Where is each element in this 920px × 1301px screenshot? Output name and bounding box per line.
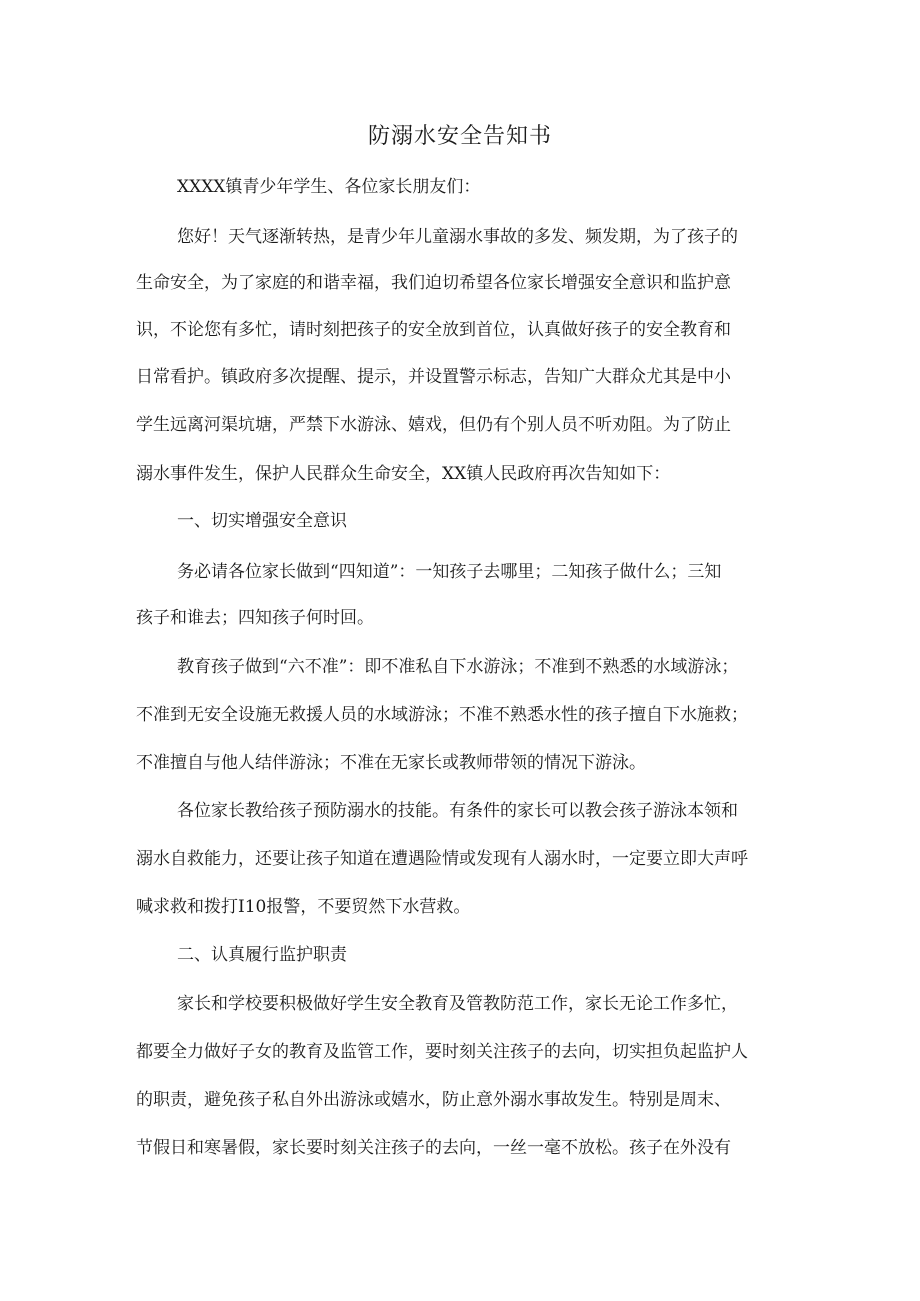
paragraph-line: 都要全力做好子女的教育及监管工作，要时刻关注孩子的去向，切实担负起监护人 <box>136 1042 748 1062</box>
paragraph-line: 各位家长教给孩子预防溺水的技能。有条件的家长可以教会孩子游泳本领和 <box>177 801 738 821</box>
paragraph-line: 务必请各位家长做到“四知道”：一知孩子去哪里；二知孩子做什么；三知 <box>177 562 722 582</box>
paragraph-line: 生命安全，为了家庭的和谐幸福，我们迫切希望各位家长增强安全意识和监护意 <box>136 273 731 293</box>
paragraph-line: 日常看护。镇政府多次提醒、提示，并设置警示标志，告知广大群众尤其是中小 <box>136 367 731 387</box>
section-heading: 一、切实增强安全意识 <box>177 511 347 531</box>
paragraph-line: 喊求救和拨打I10报警，不要贸然下水营救。 <box>136 897 471 917</box>
section-heading: 二、认真履行监护职责 <box>177 945 347 965</box>
paragraph-line: 的职责，避免孩子私自外出游泳或嬉水，防止意外溺水事故发生。特别是周末、 <box>136 1090 731 1110</box>
paragraph-line: 溺水事件发生，保护人民群众生命安全，XX镇人民政府再次告知如下： <box>136 464 671 484</box>
paragraph-line: 溺水自救能力，还要让孩子知道在遭遇险情或发现有人溺水时，一定要立即大声呼 <box>136 849 748 869</box>
paragraph-line: 学生远离河渠坑塘，严禁下水游泳、嬉戏，但仍有个别人员不听劝阻。为了防止 <box>136 415 731 435</box>
paragraph-line: 家长和学校要积极做好学生安全教育及管教防范工作，家长无论工作多忙， <box>177 994 738 1014</box>
paragraph-line: 您好！天气逐渐转热，是青少年儿童溺水事故的多发、频发期，为了孩子的 <box>177 227 738 247</box>
paragraph-line: 节假日和寒暑假，家长要时刻关注孩子的去向，一丝一毫不放松。孩子在外没有 <box>136 1138 731 1158</box>
paragraph-line: 不准到无安全设施无救援人员的水域游泳；不准不熟悉水性的孩子擅自下水施救； <box>136 705 748 725</box>
paragraph-line: 孩子和谁去；四知孩子何时回。 <box>136 608 374 628</box>
paragraph-line: 识，不论您有多忙，请时刻把孩子的安全放到首位，认真做好孩子的安全教育和 <box>136 320 731 340</box>
paragraph-line: 不准擅自与他人结伴游泳；不准在无家长或教师带领的情况下游泳。 <box>136 753 646 773</box>
paragraph-line: 教育孩子做到“六不准”：即不准私自下水游泳；不准到不熟悉的水域游泳； <box>177 657 739 677</box>
document-title: 防溺水安全告知书 <box>367 124 552 149</box>
salutation: XXXX镇青少年学生、各位家长朋友们： <box>177 177 481 197</box>
